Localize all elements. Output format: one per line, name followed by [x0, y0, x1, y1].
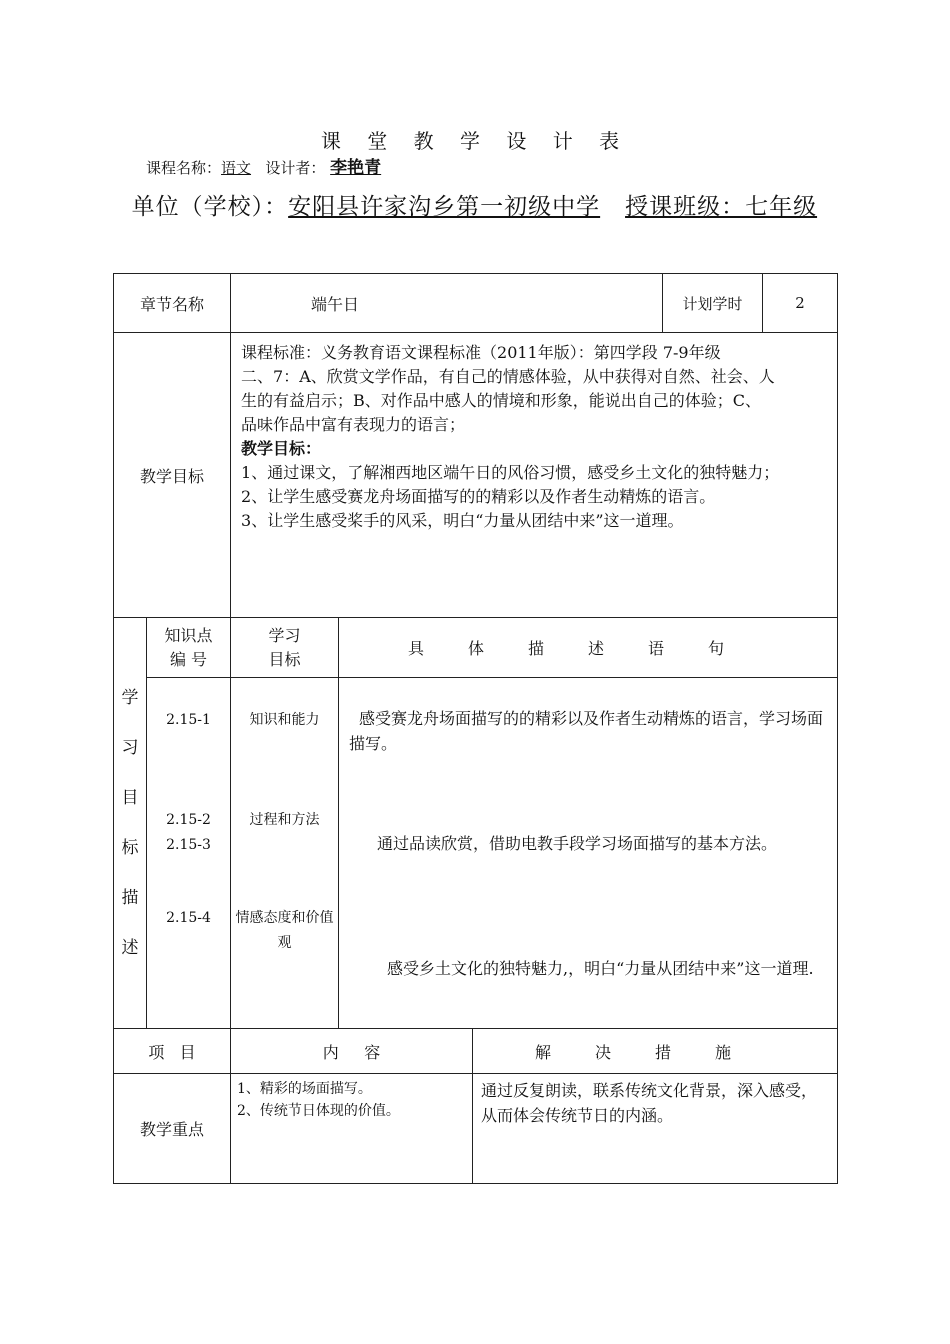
- goals-content: [231, 333, 838, 618]
- desc-entry: 感受赛龙舟场面描写的的精彩以及作者生动精炼的语言，学习场面描写。: [349, 709, 824, 753]
- side-char: 学: [121, 688, 139, 708]
- col-item-header: [114, 1029, 231, 1074]
- col-desc-header: 具体描述语句: [339, 618, 838, 678]
- col-goal-header: [231, 618, 339, 678]
- desc-entry: 感受乡土文化的独特魅力,，明白“力量从团结中来”这一道理.: [387, 959, 814, 978]
- objectives-body-row: [114, 678, 838, 1029]
- design-table: [113, 273, 838, 1184]
- hours-value: 2: [763, 274, 838, 333]
- key-header-row: [114, 1029, 838, 1074]
- standard-line: 课程标准：义务教育语文课程标准（2011年版）：第四学段 7-9年级: [241, 343, 721, 362]
- codes-cell: [147, 678, 231, 1029]
- unit-label: 单位（学校）：: [131, 194, 289, 220]
- standard-line: 生的有益启示；B、对作品中感人的情境和形象，能说出自己的体验；C、: [241, 391, 762, 410]
- desc-entry: 通过品读欣赏，借助电教手段学习场面描写的基本方法。: [377, 834, 778, 853]
- goals-row: [114, 333, 838, 618]
- goal-type: 知识和能力: [249, 712, 320, 728]
- objectives-side-label: [114, 618, 147, 1029]
- goals-label: 教学目标: [114, 333, 231, 618]
- col-goal-line: 学习: [268, 625, 301, 645]
- key-content-item: 1、精彩的场面描写。: [237, 1081, 372, 1097]
- goal-type: 情感态度和价值观: [235, 910, 334, 951]
- form-title: 课 堂 教 学 设 计 表: [320, 129, 630, 153]
- course-label: 课程名称：: [146, 159, 222, 177]
- code-entry: 2.15-2 2.15-3: [166, 812, 211, 853]
- hours-label: 计划学时: [663, 274, 763, 333]
- key-content-item: 2、传统节日体现的价值。: [237, 1103, 400, 1119]
- goal-type: 过程和方法: [249, 812, 320, 828]
- course-value: 语文: [221, 159, 252, 177]
- goal-item: 1、通过课文，了解湘西地区端午日的风俗习惯，感受乡土文化的独特魅力；: [241, 463, 780, 482]
- col-item-text: 项 目: [148, 1042, 196, 1062]
- side-char: 描: [121, 888, 139, 908]
- desc-cell: [339, 678, 838, 1029]
- col-point-line: 知识点: [164, 625, 213, 645]
- chapter-label: 章节名称: [114, 274, 231, 333]
- goal-item: 3、让学生感受桨手的风采，明白“力量从团结中来”这一道理。: [241, 511, 684, 530]
- col-measure-header: 解决措施: [473, 1029, 838, 1074]
- side-char: 习: [121, 738, 139, 758]
- designer-label: 设计者：: [265, 159, 326, 177]
- chapter-row: [114, 274, 838, 333]
- goals-heading: 教学目标：: [241, 439, 322, 458]
- designer-value: 李艳青: [330, 158, 382, 178]
- key-content: [231, 1074, 473, 1184]
- col-content-text: 内 容: [322, 1042, 381, 1062]
- code-entry: 2.15-4: [166, 910, 211, 926]
- col-point-header: [147, 618, 231, 678]
- key-measure: 通过反复朗读，联系传统文化背景，深入感受，从而体会传统节日的内涵。: [473, 1074, 838, 1184]
- goal-type-cell: [231, 678, 339, 1029]
- unit-value: 安阳县许家沟乡第一初级中学: [288, 194, 601, 220]
- course-meta: [146, 153, 381, 178]
- objectives-header-row: [114, 618, 838, 678]
- goal-item: 2、让学生感受赛龙舟场面描写的的精彩以及作者生动精炼的语言。: [241, 487, 716, 506]
- standard-line: 品味作品中富有表现力的语言；: [241, 415, 466, 434]
- chapter-value: 端午日: [231, 274, 663, 333]
- col-goal-line: 目标: [268, 649, 301, 669]
- key-label: 教学重点: [114, 1074, 231, 1184]
- col-point-line: 编 号: [169, 649, 208, 669]
- class-label: 授课班级：七年级: [625, 194, 818, 220]
- key-row: [114, 1074, 838, 1184]
- side-char: 述: [121, 938, 139, 958]
- col-content-header: [231, 1029, 473, 1074]
- side-char: 标: [121, 838, 139, 858]
- side-char: 目: [121, 788, 139, 808]
- standard-line: 二、7：A、欣赏文学作品，有自己的情感体验，从中获得对自然、社会、人: [241, 367, 775, 386]
- unit-line: [115, 184, 835, 231]
- code-entry: 2.15-1: [166, 712, 211, 728]
